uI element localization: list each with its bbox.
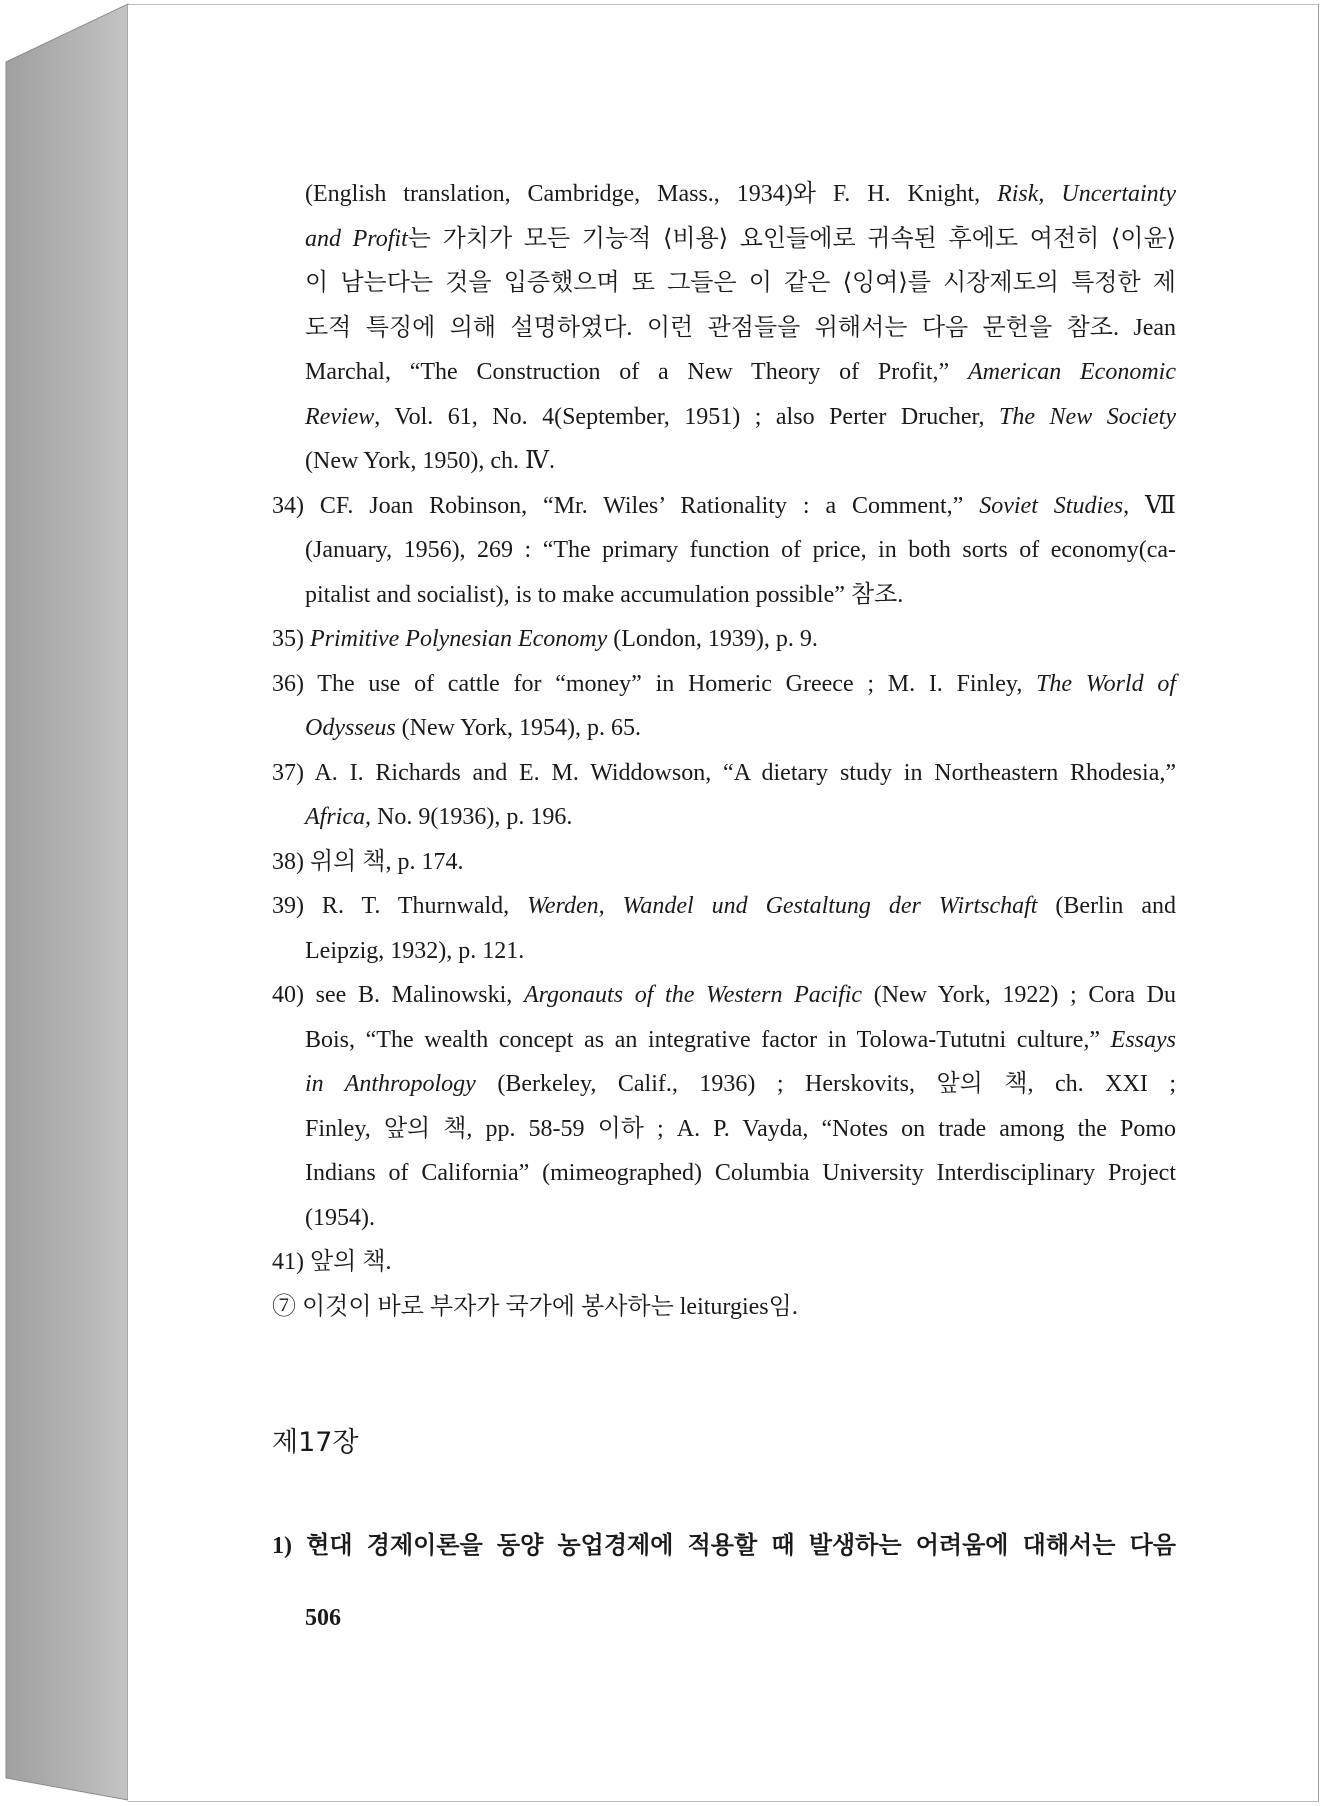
footnote-41: 41) 앞의 책. — [272, 1249, 392, 1275]
footnote-34-line-2: (January, 1956), 269 : “The primary function of price, in both sorts of economy(ca- — [305, 537, 1176, 563]
chapter-note-1: 1) 현대 경제이론을 동양 농업경제에 적용할 때 발생하는 어려움에 대해서는 다음 — [272, 1533, 1176, 1559]
footnote-40-line-5: Indians of California” (mimeographed) Columbia University Interdisciplinary Project — [305, 1160, 1176, 1186]
text-line-5: Marchal, “The Construction of a New Theory of Profit,” American Economic — [305, 359, 1176, 385]
chapter-heading: 제17장 — [272, 1427, 359, 1458]
footnote-circled-7: ⑦ 이것이 바로 부자가 국가에 봉사하는 leiturgies임. — [272, 1293, 798, 1320]
footnote-38: 38) 위의 책, p. 174. — [272, 848, 464, 875]
footnote-40: 40) see B. Malinowski, Argonauts of the Western Pacific (New York, 1922) ; Cora Du — [272, 982, 1176, 1008]
footnote-36: 36) The use of cattle for “money” in Homeric Greece ; M. I. Finley, The World of — [272, 670, 1176, 697]
footnote-39-line-2: Leipzig, 1932), p. 121. — [305, 937, 525, 964]
text-line-3: 이 남는다는 것을 입증했으며 또 그들은 이 같은 ⟨잉여⟩를 시장제도의 특정한 제 — [305, 270, 1176, 296]
footnote-37: 37) A. I. Richards and E. M. Widdowson, “A dietary study in Northeastern Rhodesia,” — [272, 759, 1176, 786]
text-line-2: and Profit는 가치가 모든 기능적 ⟨비용⟩ 요인들에로 귀속된 후에도 여전히 ⟨이윤⟩ — [305, 225, 1176, 252]
footnote-40-line-4: Finley, 앞의 책, pp. 58-59 이하 ; A. P. Vayda, “Notes on trade among the Pomo — [305, 1115, 1176, 1142]
text-line-1: (English translation, Cambridge, Mass., 1934)와 F. H. Knight, Risk, Uncertainty — [305, 181, 1176, 207]
page-number: 506 — [305, 1605, 341, 1631]
footnote-39: 39) R. T. Thurnwald, Werden, Wandel und Gestaltung der Wirtschaft (Berlin and — [272, 893, 1176, 919]
text-line-7: (New York, 1950), ch. Ⅳ. — [305, 448, 555, 474]
text-line-4: 도적 특징에 의해 설명하였다. 이런 관점들을 위해서는 다음 문헌을 참조. Jean — [305, 314, 1176, 341]
footnote-40-line-3: in Anthropology (Berkeley, Calif., 1936) ; Herskovits, 앞의 책, ch. XXI ; — [305, 1071, 1176, 1097]
footnote-40-line-2: Bois, “The wealth concept as an integrative factor in Tolowa-Tututni culture,” Essays — [305, 1026, 1176, 1053]
footnote-35: 35) Primitive Polynesian Economy (London, 1939), p. 9. — [272, 626, 818, 652]
page-content — [272, 172, 1176, 1569]
footnote-34-line-3: pitalist and socialist), is to make accumulation possible” 참조. — [305, 581, 904, 608]
footnote-34: 34) CF. Joan Robinson, “Mr. Wiles’ Rationality : a Comment,” Soviet Studies, Ⅶ — [272, 492, 1176, 519]
footnote-36-line-2: Odysseus (New York, 1954), p. 65. — [305, 715, 641, 741]
footnote-40-line-6: (1954). — [305, 1204, 375, 1231]
footnote-37-line-2: Africa, No. 9(1936), p. 196. — [305, 804, 573, 830]
text-line-6: Review, Vol. 61, No. 4(September, 1951) ; also Perter Drucher, The New Society — [305, 403, 1176, 430]
